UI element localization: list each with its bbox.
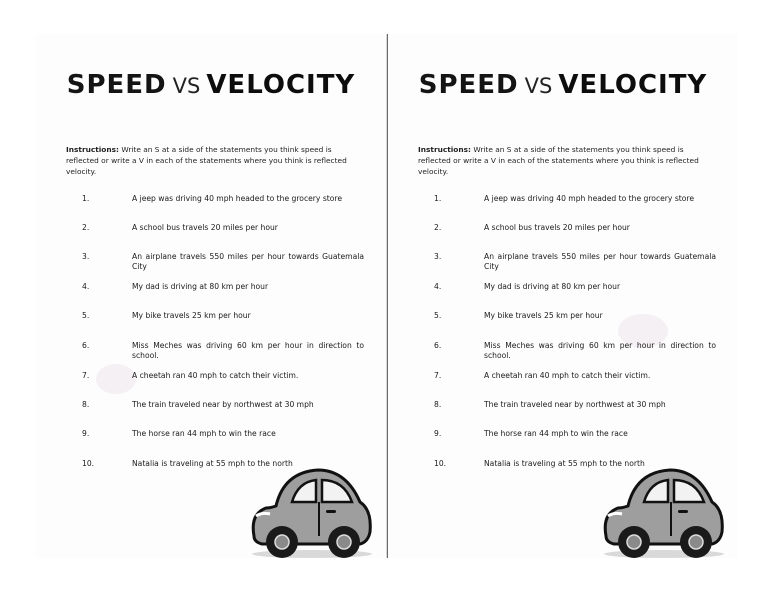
instructions-label: Instructions: xyxy=(66,145,119,154)
item-statement: My bike travels 25 km per hour xyxy=(132,311,251,320)
car-icon xyxy=(248,462,374,558)
item-number: 9. xyxy=(82,429,90,438)
item-statement: Natalia is traveling at 55 mph to the north xyxy=(132,459,293,468)
title-speed: SPEED xyxy=(418,70,519,100)
item-number: 2. xyxy=(82,223,90,232)
item-number: 6. xyxy=(82,341,90,350)
title-vs: VS xyxy=(172,74,201,98)
item-statement: My bike travels 25 km per hour xyxy=(484,311,603,320)
item-number: 3. xyxy=(434,252,442,261)
title-vs: VS xyxy=(524,74,553,98)
item-statement: The horse ran 44 mph to win the race xyxy=(132,429,276,438)
item-statement: Natalia is traveling at 55 mph to the north xyxy=(484,459,645,468)
item-statement: My dad is driving at 80 km per hour xyxy=(484,282,621,291)
item-statement: A jeep was driving 40 mph headed to the grocery store xyxy=(132,194,343,203)
item-statement: An airplane travels 550 miles per hour towards Guatemala City xyxy=(132,252,364,271)
item-statement: A school bus travels 20 miles per hour xyxy=(132,223,278,232)
item-number: 7. xyxy=(434,371,442,380)
item-statement: A jeep was driving 40 mph headed to the grocery store xyxy=(484,194,695,203)
item-statement: A cheetah ran 40 mph to catch their victim. xyxy=(484,371,651,380)
item-statement: The train traveled near by northwest at 30 mph xyxy=(132,400,314,409)
car-icon xyxy=(600,462,726,558)
instructions xyxy=(418,144,718,177)
item-number: 7. xyxy=(82,371,90,380)
item-statement: An airplane travels 550 miles per hour towards Guatemala City xyxy=(484,252,716,271)
worksheet-page-left xyxy=(36,34,387,558)
instructions-text: Write an S at a side of the statements you think speed is reflected or write a V in each of the statements where you think is reflected velocity. xyxy=(418,145,699,176)
item-statement: A school bus travels 20 miles per hour xyxy=(484,223,630,232)
item-number: 3. xyxy=(82,252,90,261)
item-number: 8. xyxy=(82,400,90,409)
title-velocity: VELOCITY xyxy=(206,70,356,100)
item-statement: Miss Meches was driving 60 km per hour in direction to school. xyxy=(484,341,716,360)
instructions xyxy=(66,144,366,177)
paper-smudge xyxy=(96,364,136,394)
item-statement: A cheetah ran 40 mph to catch their victim. xyxy=(132,371,299,380)
item-number: 4. xyxy=(82,282,90,291)
item-number: 9. xyxy=(434,429,442,438)
title-velocity: VELOCITY xyxy=(558,70,708,100)
worksheet-title xyxy=(36,72,386,98)
item-number: 6. xyxy=(434,341,442,350)
item-number: 1. xyxy=(434,194,442,203)
instructions-text: Write an S at a side of the statements you think speed is reflected or write a V in each of the statements where you think is reflected velocity. xyxy=(66,145,347,176)
item-number: 8. xyxy=(434,400,442,409)
item-number: 10. xyxy=(434,459,447,468)
item-number: 10. xyxy=(82,459,95,468)
item-statement: The train traveled near by northwest at 30 mph xyxy=(484,400,666,409)
title-speed: SPEED xyxy=(66,70,167,100)
worksheet-page-right xyxy=(387,34,738,558)
instructions-label: Instructions: xyxy=(418,145,471,154)
item-number: 2. xyxy=(434,223,442,232)
worksheet-title xyxy=(388,72,738,98)
item-number: 5. xyxy=(434,311,442,320)
item-statement: The horse ran 44 mph to win the race xyxy=(484,429,628,438)
item-number: 1. xyxy=(82,194,90,203)
item-number: 4. xyxy=(434,282,442,291)
item-statement: My dad is driving at 80 km per hour xyxy=(132,282,269,291)
item-number: 5. xyxy=(82,311,90,320)
item-statement: Miss Meches was driving 60 km per hour in direction to school. xyxy=(132,341,364,360)
